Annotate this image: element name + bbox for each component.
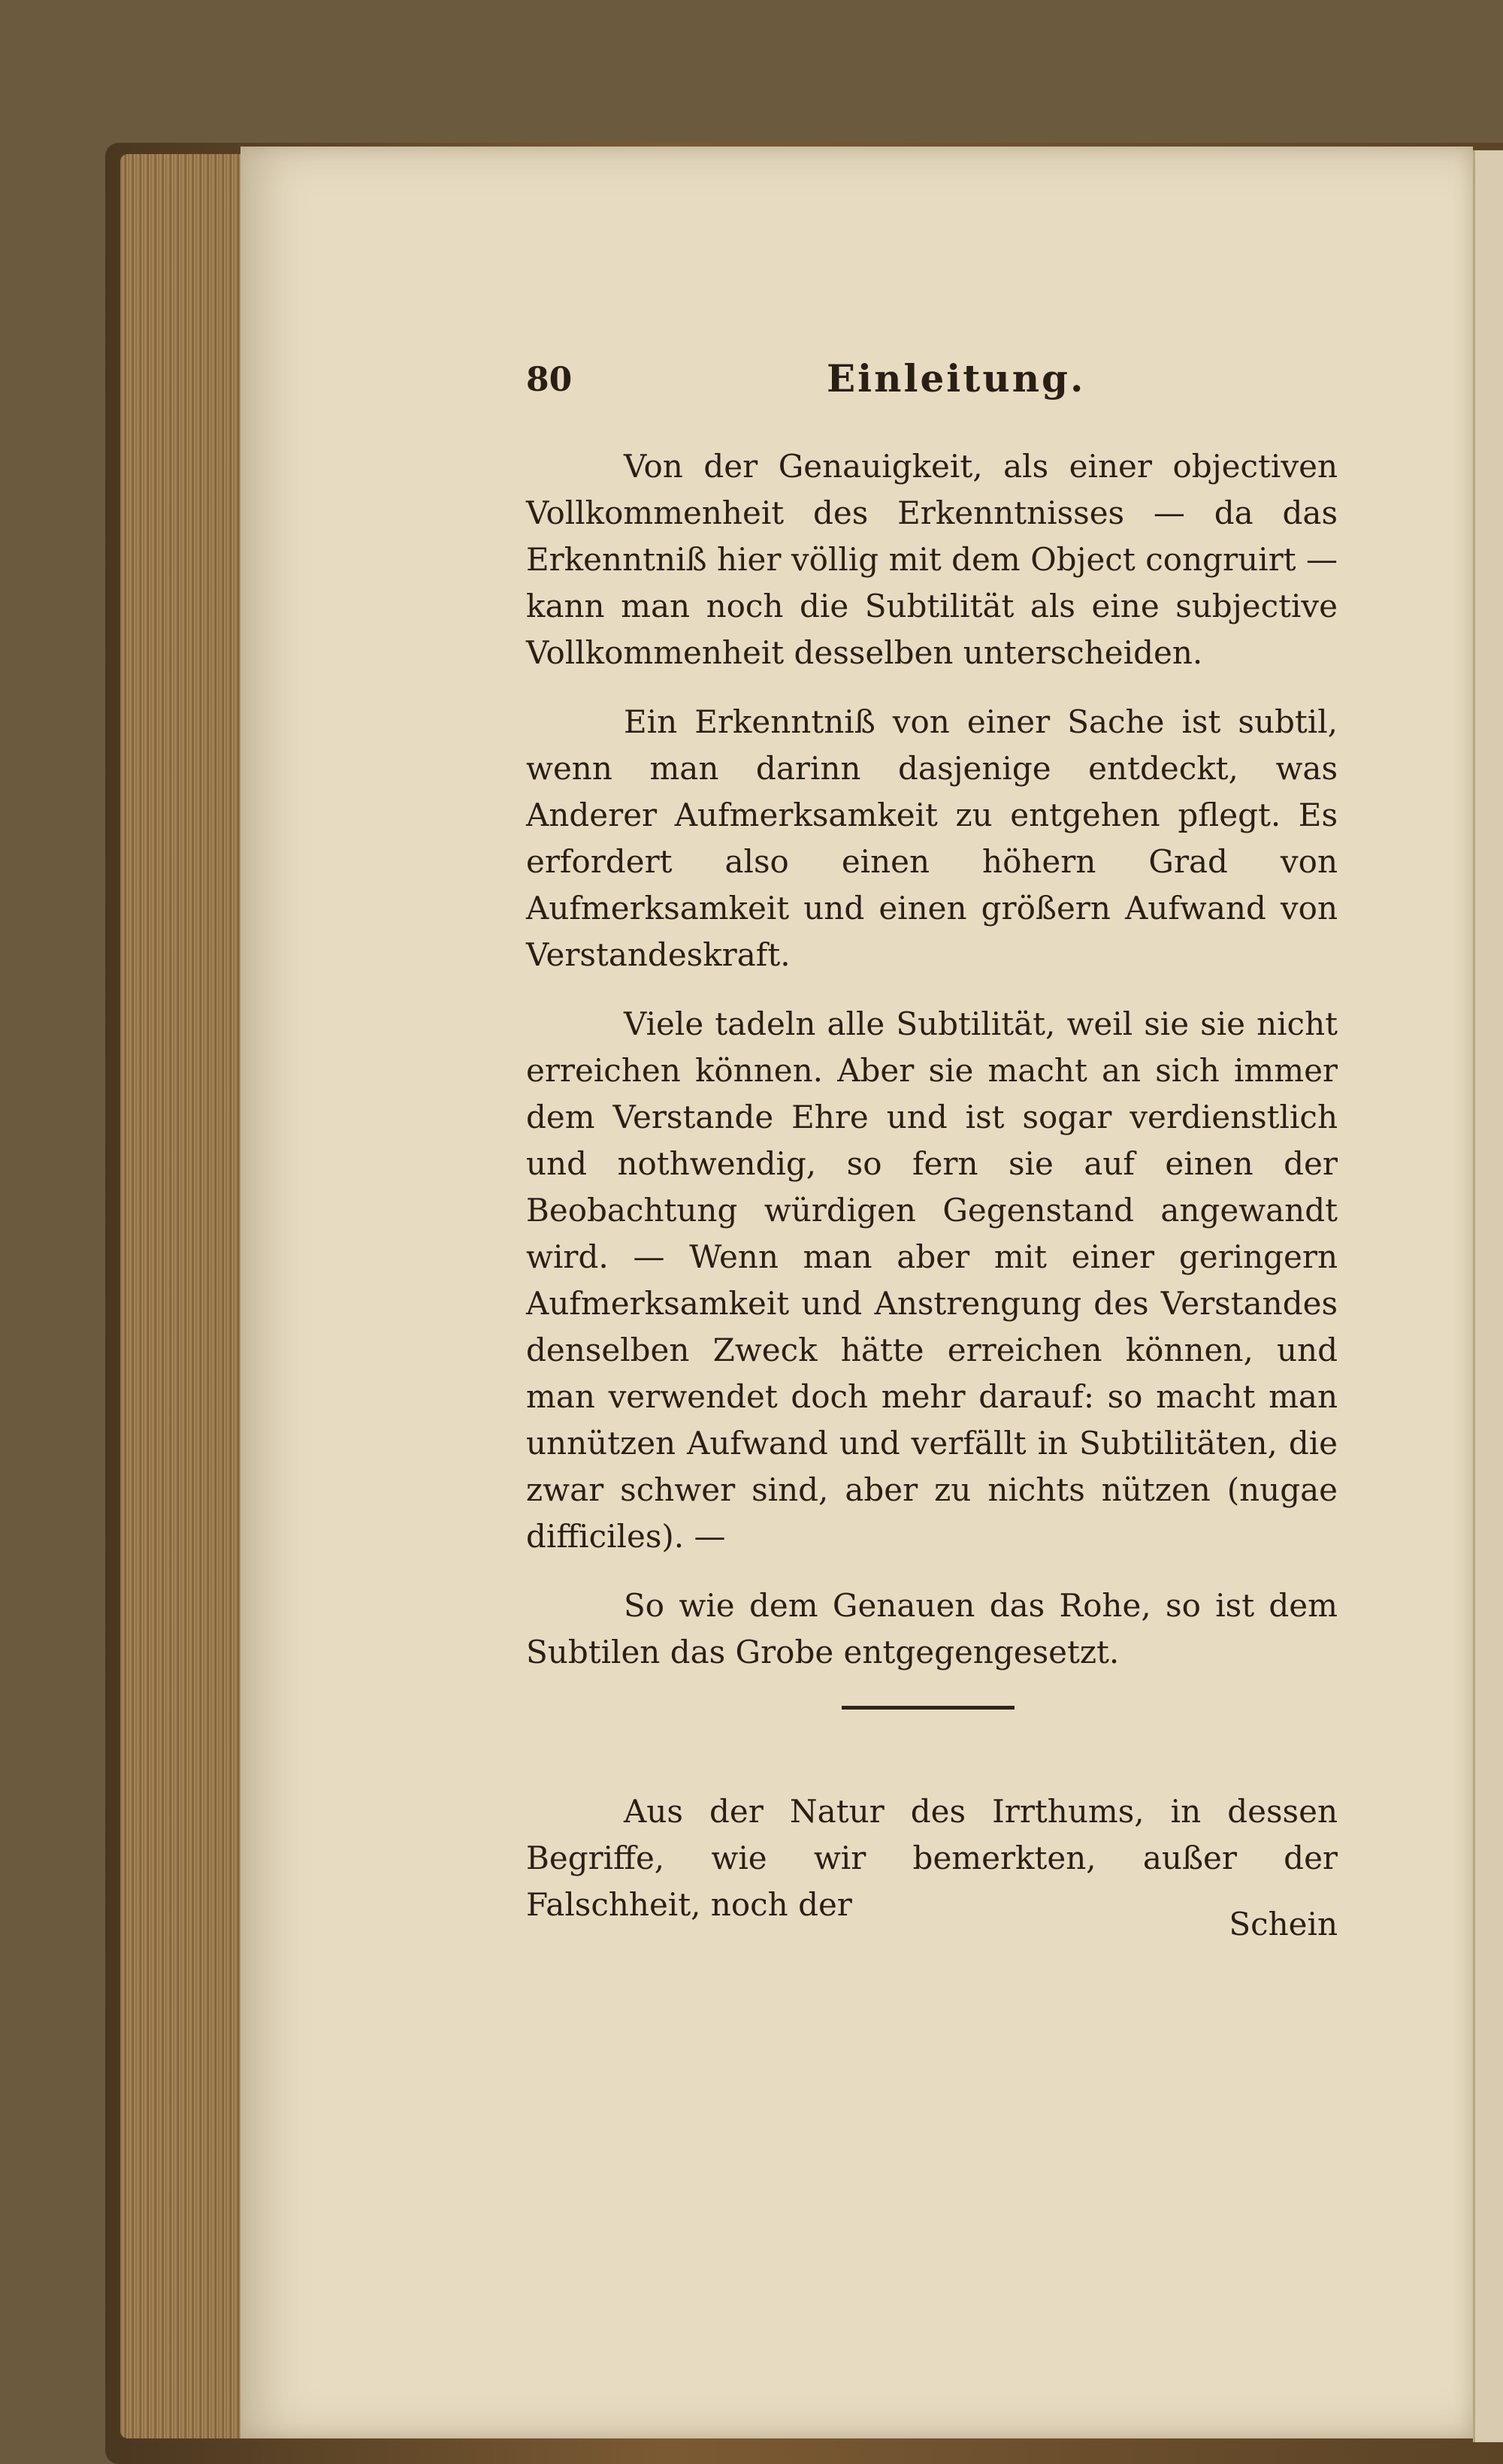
- page-header: [526, 356, 1338, 421]
- section-divider: [842, 1706, 1015, 1710]
- page-number: 80: [526, 361, 573, 399]
- running-title: Einleitung.: [827, 356, 1086, 401]
- paragraph-3: Viele tadeln alle Subtilität, weil sie sie nicht erreichen können. Aber sie macht an sich immer dem Verstande Ehre und ist sogar verdienstlich und nothwendig, so fern sie auf einen der Beobachtung würdigen Gegenstand angewandt wird. — Wenn man aber mit einer geringern Aufmerksamkeit und Anstrengung des Verstandes denselben Zweck hätte erreichen können, und man verwendet doch mehr darauf: so macht man unnützen Aufwand und verfällt in Subtilitäten, die zwar schwer sind, aber zu nichts nützen (nugae difficiles). —: [526, 1005, 1338, 1555]
- paragraph-5: Aus der Natur des Irrthums, in dessen Begriffe, wie wir bemerkten, außer der Falschheit, noch der: [526, 1793, 1338, 1923]
- facing-page-edge: [1473, 150, 1503, 2442]
- paragraph-2: Ein Erkenntniß von einer Sache ist subtil, wenn man darinn dasjenige entdeckt, was Anderer Aufmerksamkeit zu entgehen pflegt. Es erfordert also einen höhern Grad von Aufmerksamkeit und einen größern Aufwand von Verstandeskraft.: [526, 703, 1338, 973]
- catchword: Schein: [1229, 1906, 1338, 1942]
- page-edges: [120, 154, 244, 2438]
- section-2-text: [526, 1788, 1338, 1951]
- main-text: [526, 443, 1338, 1698]
- paragraph-1: Von der Genauigkeit, als einer objectiven Vollkommenheit des Erkenntnisses — da das Erkenntniß hier völlig mit dem Object congruirt — kann man noch die Subtilität als eine subjective Vollkommenheit desselben unterscheiden.: [526, 448, 1338, 671]
- paragraph-4: So wie dem Genauen das Rohe, so ist dem Subtilen das Grobe entgegengesetzt.: [526, 1587, 1338, 1670]
